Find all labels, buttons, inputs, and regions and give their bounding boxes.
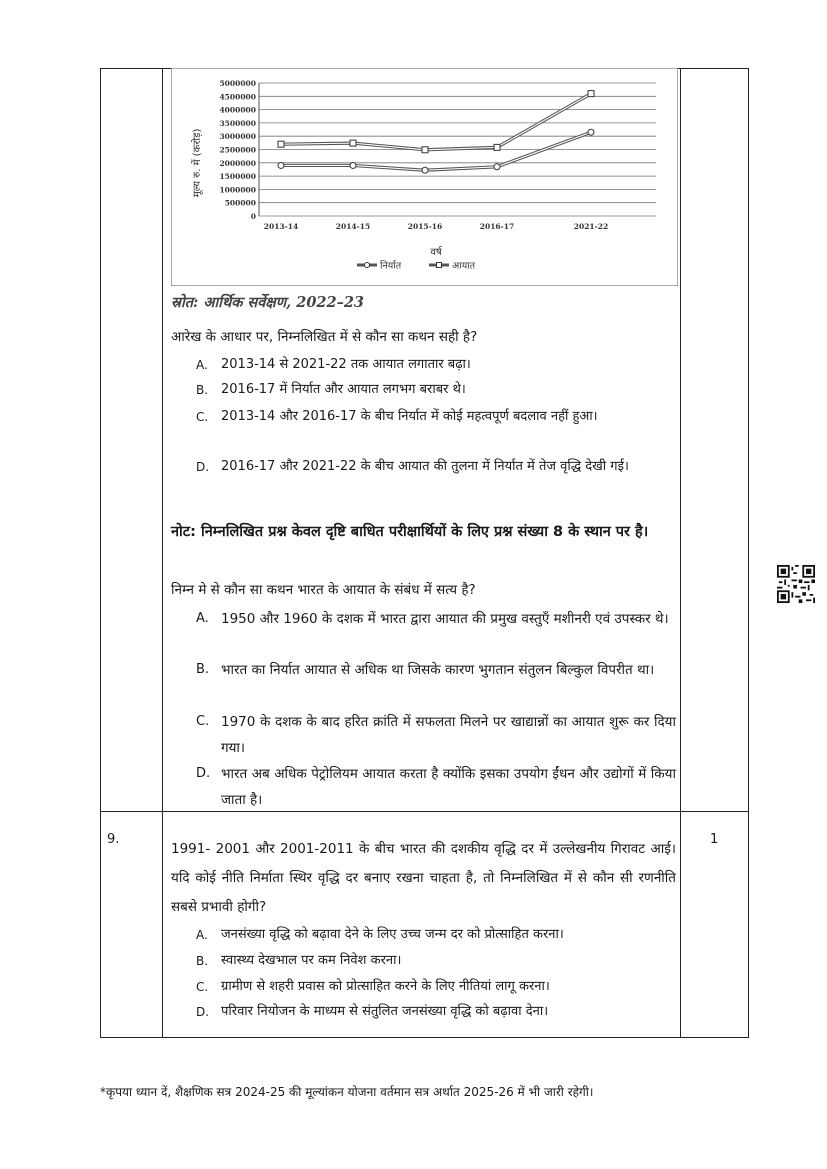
y-tick-label: 1500000 bbox=[219, 172, 256, 182]
data-point bbox=[278, 141, 284, 147]
x-tick-label: 2013-14 bbox=[263, 222, 299, 231]
option-d bbox=[196, 1000, 676, 1024]
option-text: 1970 के दशक के बाद हरित क्रांति में सफलता मिलने पर खाद्यान्नों का आयात शुरू कर दिया गया। bbox=[221, 714, 676, 756]
x-tick-label: 2014-15 bbox=[335, 222, 371, 231]
option-a bbox=[196, 606, 676, 632]
option-label: D. bbox=[196, 1005, 210, 1019]
data-point bbox=[588, 91, 594, 97]
option-b bbox=[196, 949, 676, 973]
x-tick-label: 2016-17 bbox=[479, 222, 515, 231]
option-d bbox=[196, 761, 676, 813]
option-b bbox=[196, 378, 676, 402]
option-label: A. bbox=[196, 611, 209, 626]
option-label: C. bbox=[196, 714, 210, 729]
option-text: 2016-17 और 2021-22 के बीच आयात की तुलना में निर्यात में तेज वृद्धि देखी गई। bbox=[221, 459, 629, 474]
option-label: B. bbox=[196, 662, 210, 677]
q9-question: 1991- 2001 और 2001-2011 के बीच भारत की दशकीय वृद्धि दर में उल्लेखनीय गिरावट आई। यदि कोई नीति निर्माता स्थिर वृद्धि दर बनाए रखना चाहता है, तो निम्नलिखित में से कौन सी रणनीति सबसे प्रभावी होगी? bbox=[171, 841, 676, 915]
option-text: परिवार नियोजन के माध्यम से संतुलित जनसंख्या वृद्धि को बढ़ावा देना। bbox=[221, 1004, 549, 1019]
option-c bbox=[196, 709, 676, 761]
option-text: स्वास्थ्य देखभाल पर कम निवेश करना। bbox=[221, 953, 402, 968]
q8-alt-question: निम्न मे से कौन सा कथन भारत के आयात के संबंध में सत्य है? bbox=[171, 582, 476, 598]
option-a bbox=[196, 923, 676, 947]
x-axis-label: वर्ष bbox=[430, 247, 442, 258]
x-tick-label: 2021-22 bbox=[573, 222, 609, 231]
y-tick-label: 4500000 bbox=[219, 92, 256, 102]
y-tick-label: 500000 bbox=[224, 198, 256, 208]
option-label: C. bbox=[196, 980, 209, 994]
y-tick-label: 0 bbox=[250, 212, 256, 221]
data-point bbox=[350, 162, 356, 168]
option-label: D. bbox=[196, 460, 210, 474]
option-text: भारत अब अधिक पेट्रोलियम आयात करता है क्योंकि इसका उपयोग ईंधन और उद्योगों में किया जाता है। bbox=[221, 766, 676, 808]
option-label: D. bbox=[196, 766, 211, 781]
option-text: 1950 और 1960 के दशक में भारत द्वारा आयात की प्रमुख वस्तुएँ मशीनरी एवं उपस्कर थे। bbox=[221, 611, 669, 627]
option-text: ग्रामीण से शहरी प्रवास को प्रोत्साहित करने के लिए नीतियां लागू करना। bbox=[221, 979, 550, 994]
data-point bbox=[494, 164, 500, 170]
legend-label: आयात bbox=[452, 260, 476, 272]
question-number: 9. bbox=[107, 832, 120, 847]
option-text: भारत का निर्यात आयात से अधिक था जिसके कारण भुगतान संतुलन बिल्कुल विपरीत था। bbox=[221, 662, 655, 678]
chart-source: स्रोत: आर्थिक सर्वेक्षण, 2022–23 bbox=[171, 294, 365, 311]
legend-marker bbox=[365, 263, 370, 268]
option-c bbox=[196, 405, 676, 429]
option-text: 2016-17 में निर्यात और आयात लगभग बराबर थे। bbox=[221, 382, 466, 397]
q8-question: आरेख के आधार पर, निम्नलिखित में से कौन सा कथन सही है? bbox=[171, 329, 478, 345]
legend-marker bbox=[437, 263, 442, 268]
x-tick-label: 2015-16 bbox=[407, 222, 443, 231]
column-divider bbox=[162, 69, 163, 1037]
y-tick-label: 4000000 bbox=[219, 105, 256, 115]
data-point bbox=[494, 144, 500, 150]
option-label: B. bbox=[196, 954, 209, 968]
trade-chart bbox=[171, 68, 678, 286]
data-point bbox=[278, 162, 284, 168]
option-text: 2013-14 से 2021-22 तक आयात लगातार बढ़ा। bbox=[221, 357, 471, 372]
legend-label: निर्यात bbox=[380, 260, 402, 272]
column-divider bbox=[680, 69, 681, 1037]
option-a bbox=[196, 353, 676, 377]
data-point bbox=[588, 129, 594, 135]
option-label: B. bbox=[196, 383, 209, 397]
data-point bbox=[350, 140, 356, 146]
data-point bbox=[422, 147, 428, 153]
option-label: A. bbox=[196, 928, 208, 942]
y-tick-label: 3000000 bbox=[219, 132, 256, 142]
y-tick-label: 3500000 bbox=[219, 118, 256, 128]
line-chart bbox=[171, 68, 678, 286]
option-text: 2013-14 और 2016-17 के बीच निर्यात में कोई महत्वपूर्ण बदलाव नहीं हुआ। bbox=[221, 409, 598, 424]
option-b bbox=[196, 657, 676, 683]
question-marks: 1 bbox=[710, 832, 719, 847]
option-label: C. bbox=[196, 410, 209, 424]
y-tick-label: 2000000 bbox=[219, 158, 256, 168]
y-axis-label: मूल्य रु. में (करोड़) bbox=[192, 128, 203, 198]
option-label: A. bbox=[196, 358, 208, 372]
qr-code-icon bbox=[777, 565, 815, 603]
option-text: जनसंख्या वृद्धि को बढ़ावा देने के लिए उच्च जन्म दर को प्रोत्साहित करना। bbox=[221, 927, 564, 942]
footer-note: *कृपया ध्यान दें, शैक्षणिक सत्र 2024-25 की मूल्यांकन योजना वर्तमान सत्र अर्थात 2025-26 में भी जारी रहेगी। bbox=[100, 1085, 594, 1099]
data-point bbox=[422, 167, 428, 173]
note-text: नोट: निम्नलिखित प्रश्न केवल दृष्टि बाधित परीक्षार्थियों के लिए प्रश्न संख्या 8 के स्थान पर है। bbox=[171, 524, 649, 540]
option-d bbox=[196, 455, 676, 479]
option-c bbox=[196, 975, 676, 999]
y-tick-label: 2500000 bbox=[219, 145, 256, 155]
y-tick-label: 5000000 bbox=[219, 79, 256, 88]
y-tick-label: 1000000 bbox=[219, 185, 256, 195]
